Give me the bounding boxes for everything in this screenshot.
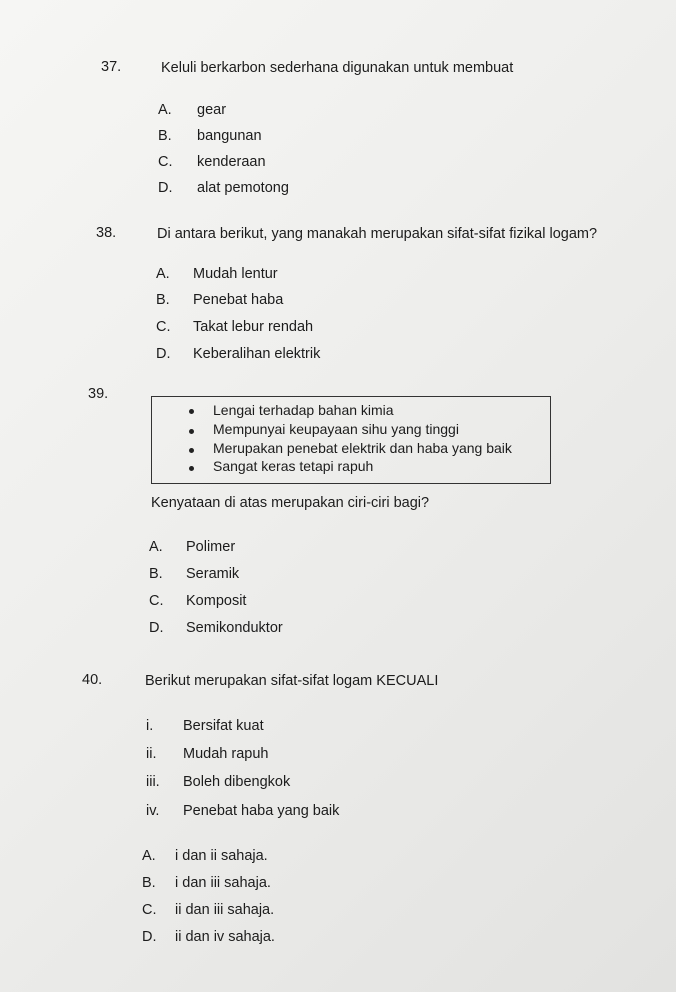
option-text: bangunan [197,128,262,144]
statement-text: Sangat keras tetapi rapuh [213,458,374,474]
option-letter: A. [156,266,170,282]
option-letter: C. [142,902,157,918]
option-text: Seramik [186,566,240,582]
option-letter: D. [158,180,173,196]
option-text: ii dan iv sahaja. [175,929,275,945]
bullet-icon [189,429,194,434]
statement-text: Merupakan penebat elektrik dan haba yang baik [213,440,512,456]
option-letter: C. [158,154,173,170]
option-letter: D. [149,620,164,636]
option-letter: A. [149,539,163,555]
statement-numeral: i. [146,718,154,734]
statement-text: Penebat haba yang baik [183,803,340,819]
question-number: 38. [96,225,117,241]
option-letter: B. [142,875,156,891]
option-letter: A. [158,102,172,118]
question-text: Keluli berkarbon sederhana digunakan untuk membuat [161,60,514,76]
option-letter: D. [142,929,157,945]
option-text: Mudah lentur [193,266,278,282]
option-text: gear [197,102,227,118]
statement-text: Mudah rapuh [183,746,269,762]
option-text: kenderaan [197,154,266,170]
option-text: i dan ii sahaja. [175,848,268,864]
bullet-icon [189,466,194,471]
option-letter: C. [156,319,171,335]
question-text: Di antara berikut, yang manakah merupakan sifat-sifat fizikal logam? [157,226,598,242]
option-text: Keberalihan elektrik [193,346,321,362]
option-text: Polimer [186,539,236,555]
option-text: Penebat haba [193,292,284,308]
option-text: alat pemotong [197,180,289,196]
statement-text: Bersifat kuat [183,718,264,734]
option-text: ii dan iii sahaja. [175,902,275,918]
statement-box [151,396,551,484]
statement-text: Lengai terhadap bahan kimia [213,402,394,418]
statement-numeral: iv. [146,803,160,819]
question-text: Kenyataan di atas merupakan ciri-ciri bagi? [151,495,430,511]
bullet-icon [189,448,194,453]
bullet-icon [189,409,194,414]
option-text: i dan iii sahaja. [175,875,271,891]
option-letter: D. [156,346,171,362]
option-text: Semikonduktor [186,620,283,636]
option-letter: A. [142,848,156,864]
option-letter: B. [156,292,170,308]
option-letter: B. [158,128,172,144]
question-text: Berikut merupakan sifat-sifat logam KECUALI [145,673,439,689]
option-letter: B. [149,566,163,582]
option-text: Komposit [186,593,247,609]
question-number: 37. [101,59,122,75]
option-letter: C. [149,593,164,609]
statement-numeral: ii. [146,746,157,762]
statement-text: Boleh dibengkok [183,774,291,790]
option-text: Takat lebur rendah [193,319,314,335]
question-number: 40. [82,672,103,688]
statement-text: Mempunyai keupayaan sihu yang tinggi [213,421,459,437]
question-number: 39. [88,386,109,402]
statement-numeral: iii. [146,774,160,790]
